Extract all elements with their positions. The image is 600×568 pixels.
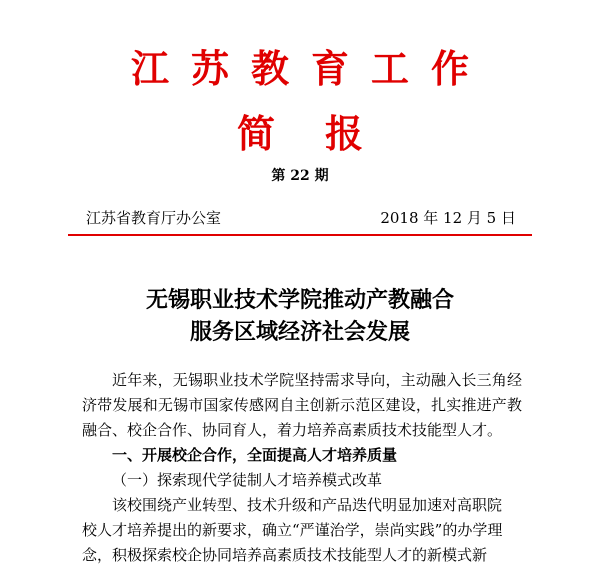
section-heading: 一、开展校企合作，全面提高人才培养质量 [112,446,398,464]
article-title-line1: 无锡职业技术学院推动产教融合 [145,287,454,313]
article-body [82,368,522,568]
article-title [0,284,600,348]
masthead-title: 江苏教育工作 [130,46,491,91]
issue-number: 第 22 期 [271,168,329,184]
article-title-line2: 服务区域经济社会发展 [189,319,410,345]
paragraph-line: 校人才培养提出的新要求，确立“严谨治学，崇尚实践”的办学理 [82,521,503,539]
masthead-subtitle: 简报 [236,111,413,156]
intro-paragraph: 近年来，无锡职业技术学院坚持需求导向，主动融入长三角经济带发展和无锡市国家传感网自主创新示范区建设，扎实推进产教融合、校企合作、协同育人，着力培养高素质技术技能型人才。 [82,371,522,439]
masthead-divider [68,234,532,236]
issue-date: 2018 年 12 月 5 日 [380,209,516,227]
paragraph-line: 该校围绕产业转型、技术升级和产品迭代明显加速对高职院 [112,496,503,514]
paragraph-line: 念，积极探索校企协同培养高素质技术技能型人才的新模式新 [82,546,488,564]
issuer: 江苏省教育厅办公室 [86,209,222,227]
subsection-heading: （一）探索现代学徒制人才培养模式改革 [112,471,383,489]
